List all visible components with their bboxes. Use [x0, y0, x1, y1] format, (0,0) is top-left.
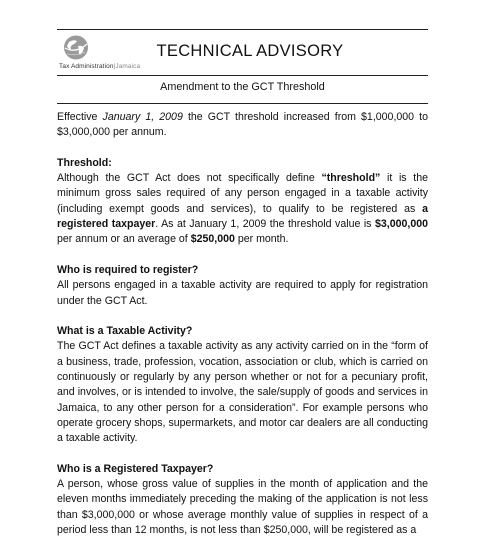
threshold-term: “threshold” — [321, 172, 381, 185]
registered-taxpayer-paragraph: A person, whose gross value of supplies in the month of application and the eleven months immediately preceding the making of the application is not less than $3,000,000 or whose average monthly value of supplies in respect of a period less than 12 months, is not less than $250,000, will be registered as a — [57, 478, 428, 537]
document-body — [57, 110, 428, 554]
effective-date: January 1, 2009 — [102, 111, 183, 123]
threshold-heading: Threshold: — [57, 156, 112, 169]
monthly-threshold-amount: $250,000 — [190, 233, 235, 246]
registered-taxpayer-term: a registered taxpayer — [57, 202, 428, 231]
annual-threshold-amount: $3,000,000 — [374, 218, 428, 231]
globe-logo-icon — [63, 34, 89, 61]
logo-country: Jamaica — [115, 63, 141, 70]
top-rule — [57, 29, 428, 30]
who-register-heading: Who is required to register? — [57, 263, 199, 276]
logo-wordmark: Tax Administration|Jamaica — [59, 63, 141, 70]
logo-name: Tax Administration — [59, 63, 114, 70]
title-rule — [57, 75, 428, 76]
page-subtitle: Amendment to the GCT Threshold — [160, 81, 325, 93]
taxable-activity-paragraph: The GCT Act defines a taxable activity as any activity carried on in the “form of a business, trade, profession, vocation, association or club, which is carried on continuously or regularly by any person whether or not for a pecuniary profit, and involves, or is intended to involve, the sale/supply of goods and services in Jamaica, to any other person for a consideration”. For example persons who operate grocery shops, supermarkets, and motor car dealers are all conducting a taxable activity. — [57, 340, 428, 445]
subtitle-rule — [57, 103, 428, 104]
who-register-paragraph: All persons engaged in a taxable activity are required to apply for registration under the GCT Act. — [57, 279, 428, 307]
taxable-activity-heading: What is a Taxable Activity? — [57, 325, 193, 338]
intro-paragraph: Effective January 1, 2009 the GCT threshold increased from $1,000,000 to $3,000,000 per annum. — [57, 111, 428, 139]
threshold-paragraph: Although the GCT Act does not specifically define “threshold” it is the minimum gross sales required of any person engaged in a taxable activity (including exempt goods and services), to qualify to be registered as a registered taxpayer. As at January 1, 2009 the threshold value is $3,000,000 per annum or an average of $250,000 per month. — [57, 172, 428, 246]
tax-administration-logo — [59, 34, 143, 74]
page-title: TECHNICAL ADVISORY — [156, 42, 344, 60]
registered-taxpayer-heading: Who is a Registered Taxpayer? — [57, 462, 214, 475]
